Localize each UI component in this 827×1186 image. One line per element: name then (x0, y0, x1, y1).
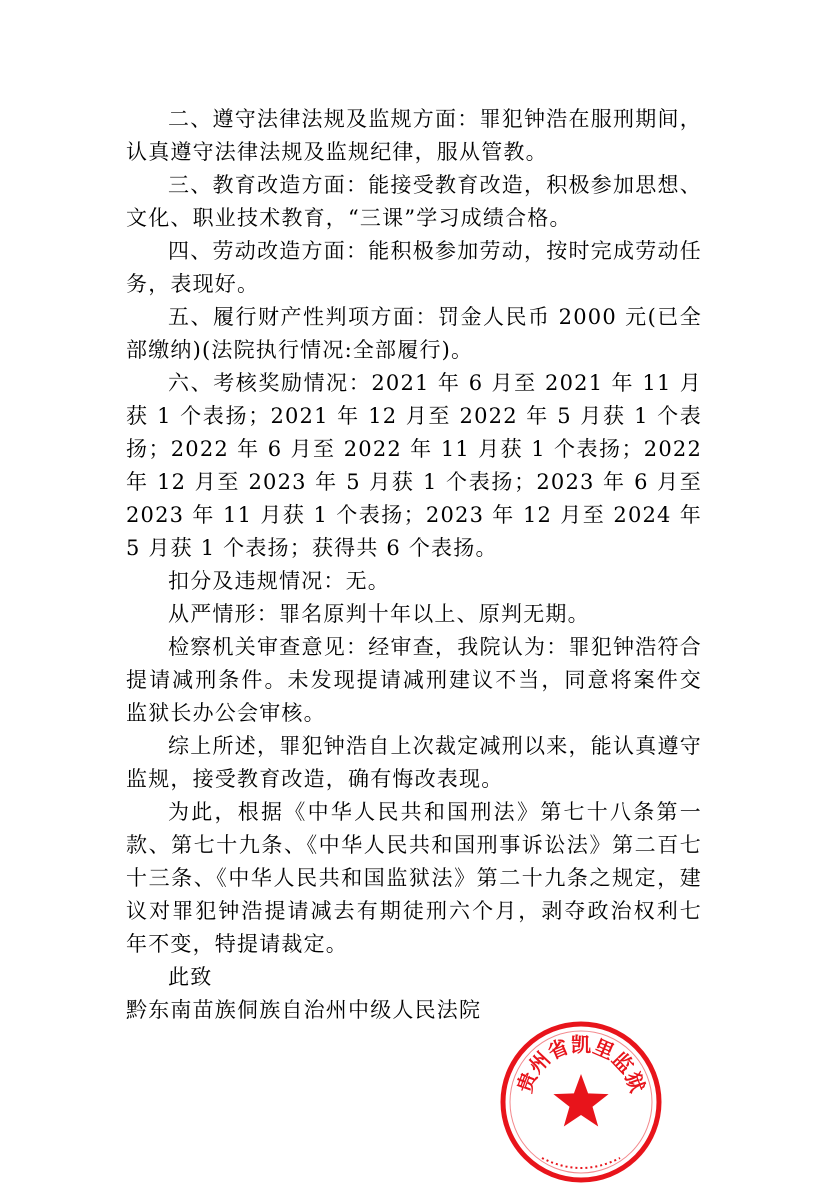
seal-star-icon (553, 1074, 608, 1127)
paragraph-salutation: 此致 (168, 965, 213, 989)
paragraph-law-compliance: 二、遵守法律法规及监规方面：罪犯钟浩在服刑期间，认真遵守法律法规及监规纪律，服从管教。 (126, 107, 702, 164)
paragraph-rewards: 六、考核奖励情况：2021 年 6 月至 2021 年 11 月获 1 个表扬；2021 年 12 月至 2022 年 5 月获 1 个表扬；2022 年 6 月至 2022 年 11 月获 1 个表扬；2022 年 12 月至 2023 年 5 月获 1 个表扬；2023 年 6 月至 2023 年 11 月获 1 个表扬；2023 年 12 月至 2024 年 5 月获 1 个表扬；获得共 6 个表扬。 (126, 371, 702, 560)
seal-bottom-code (542, 1158, 620, 1168)
paragraph-labor: 四、劳动改造方面：能积极参加劳动，按时完成劳动任务，表现好。 (126, 239, 702, 296)
paragraph-deductions: 扣分及违规情况：无。 (168, 569, 390, 593)
paragraph-education: 三、教育改造方面：能接受教育改造，积极参加思想、文化、职业技术教育，“三课”学习成绩合格。 (126, 173, 702, 230)
seal-character: 凯 (571, 1032, 591, 1057)
official-seal-stamp (497, 1018, 665, 1186)
paragraph-strict-circumstances: 从严情形：罪名原判十年以上、原判无期。 (168, 602, 590, 626)
seal-character: 省 (544, 1034, 573, 1065)
paragraph-recommendation: 为此，根据《中华人民共和国刑法》第七十八条第一款、第七十九条、《中华人民共和国刑事诉讼法》第二百七十三条、《中华人民共和国监狱法》第二十九条之规定，建议对罪犯钟浩提请减去有期徒刑六个月，剥夺政治权利七年不变，特提请裁定。 (126, 800, 702, 956)
paragraph-property-judgment: 五、履行财产性判项方面：罚金人民币 2000 元(已全部缴纳)(法院执行情况:全部履行)。 (126, 305, 702, 362)
seal-character: 州 (523, 1047, 555, 1079)
paragraph-summary: 综上所述，罪犯钟浩自上次裁定减刑以来，能认真遵守监规，接受教育改造，确有悔改表现。 (126, 734, 702, 791)
addressee: 黔东南苗族侗族自治州中级人民法院 (126, 998, 482, 1022)
seal-character: 里 (589, 1034, 618, 1065)
paragraph-procuratorate-opinion: 检察机关审查意见：经审查，我院认为：罪犯钟浩符合提请减刑条件。未发现提请减刑建议不当，同意将案件交监狱长办公会审核。 (126, 635, 702, 725)
seal-character: 监 (607, 1047, 639, 1079)
seal-character: 贵 (512, 1068, 542, 1096)
document-body (126, 103, 702, 1027)
seal-character: 狱 (620, 1068, 650, 1096)
